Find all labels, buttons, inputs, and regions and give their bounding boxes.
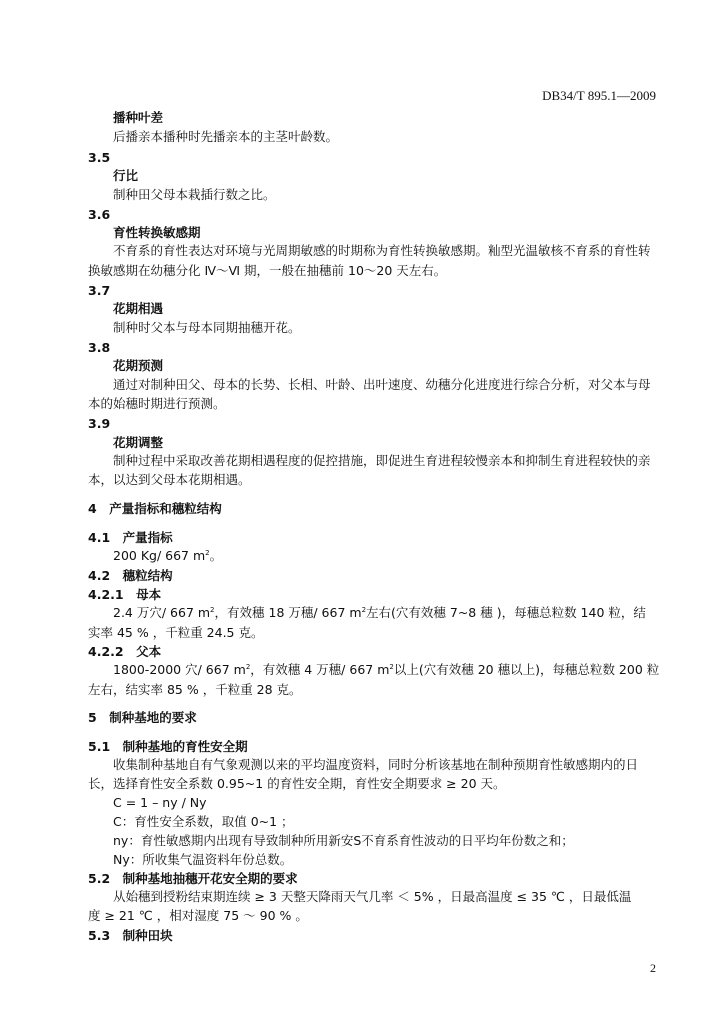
term-title-3-8: 花期预测 xyxy=(113,358,164,373)
section-heading-4: 4 产量指标和穗粒结构 xyxy=(88,501,222,516)
term-title-3-9: 花期调整 xyxy=(113,435,164,450)
page-number: 2 xyxy=(650,961,656,975)
term-definition-3-7: 制种时父本与母本同期抽穗开花。 xyxy=(113,320,301,335)
term-title-3-7: 花期相遇 xyxy=(113,301,164,316)
section-heading-5: 5 制种基地的要求 xyxy=(88,710,197,725)
term-definition-3-8-line1: 通过对制种田父、母本的长势、长相、叶龄、出叶速度、幼穗分化进度进行综合分析，对父本与母 xyxy=(113,377,651,392)
document-header-id: DB34/T 895.1—2009 xyxy=(542,88,656,103)
term-title-bozhong: 播种叶差 xyxy=(113,110,164,125)
safety-period-text-line2: 长，选择育性安全系数 0.95~1 的育性安全期，育性安全期要求 ≥ 20 天。 xyxy=(88,776,506,791)
formula-legend-ny: ny：育性敏感期内出现有导致制种所用新安S不育系育性波动的日平均年份数之和； xyxy=(113,833,574,848)
term-definition-3-9-line2: 本，以达到父母本花期相遇。 xyxy=(88,472,251,487)
term-title-3-5: 行比 xyxy=(113,168,139,183)
term-title-3-6: 育性转换敏感期 xyxy=(113,225,201,240)
section-heading-4-2-1: 4.2.1 母本 xyxy=(88,587,162,602)
section-heading-4-2-2: 4.2.2 父本 xyxy=(88,644,162,659)
term-definition-3-9-line1: 制种过程中采取改善花期相遇程度的促控措施，即促进生育进程较慢亲本和抑制生育进程较快的亲 xyxy=(113,453,651,468)
flowering-safety-text-line1: 从始穗到授粉结束期连续 ≥ 3 天整天降雨天气几率 ＜ 5% ，日最高温度 ≤ 35 ℃ ，日最低温 xyxy=(113,889,632,904)
flowering-safety-text-line2: 度 ≥ 21 ℃ ，相对湿度 75 ～ 90 % 。 xyxy=(88,908,308,923)
section-heading-4-1: 4.1 产量指标 xyxy=(88,530,173,545)
safety-coefficient-formula: C = 1 – ny / Ny xyxy=(113,795,207,810)
section-heading-5-3: 5.3 制种田块 xyxy=(88,928,173,943)
female-parent-spec-line1: 2.4 万穴/ 667 $m^2$，有效穗 18 万穗/ 667 $m^2$左右(穴有效穗 7~8 穗 )，每穗总粒数 140 粒，结 xyxy=(113,605,646,620)
formula-legend-Ny: Ny：所收集气温资料年份总数。 xyxy=(113,852,293,867)
male-parent-spec-line2: 左右，结实率 85 % ，千粒重 28 克。 xyxy=(88,682,302,697)
term-definition-3-6-line2: 换敏感期在幼穗分化 Ⅳ～Ⅵ 期，一般在抽穗前 10～20 天左右。 xyxy=(88,263,447,278)
section-number-3-7: 3.7 xyxy=(88,283,111,298)
safety-period-text-line1: 收集制种基地自有气象观测以来的平均温度资料，同时分析该基地在制种预期育性敏感期内的日 xyxy=(113,757,639,772)
section-number-3-9: 3.9 xyxy=(88,416,111,431)
section-heading-5-2: 5.2 制种基地抽穗开花安全期的要求 xyxy=(88,871,298,886)
section-heading-5-1: 5.1 制种基地的育性安全期 xyxy=(88,739,248,754)
section-number-3-5: 3.5 xyxy=(88,150,111,165)
term-definition-3-5: 制种田父母本栽插行数之比。 xyxy=(113,187,276,202)
term-definition-3-6-line1: 不育系的育性表达对环境与光周期敏感的时期称为育性转换敏感期。籼型光温敏核不育系的育性转 xyxy=(113,243,651,258)
female-parent-spec-line2: 实率 45 % ，千粒重 24.5 克。 xyxy=(88,625,264,640)
term-definition-3-8-line2: 本的始穗时期进行预测。 xyxy=(88,396,226,411)
term-definition-bozhong: 后播亲本播种时先播亲本的主茎叶龄数。 xyxy=(113,129,339,144)
section-heading-4-2: 4.2 穗粒结构 xyxy=(88,568,173,583)
male-parent-spec-line1: 1800-2000 穴/ 667 $m^2$，有效穗 4 万穗/ 667 $m^2$以上(穴有效穗 20 穗以上)，每穗总粒数 200 粒 xyxy=(113,662,660,677)
formula-legend-c: C：育性安全系数，取值 0~1 ； xyxy=(113,814,294,829)
section-number-3-6: 3.6 xyxy=(88,207,111,222)
yield-target-value: 200 Kg/ 667 $m^2$。 xyxy=(113,548,223,563)
section-number-3-8: 3.8 xyxy=(88,340,111,355)
